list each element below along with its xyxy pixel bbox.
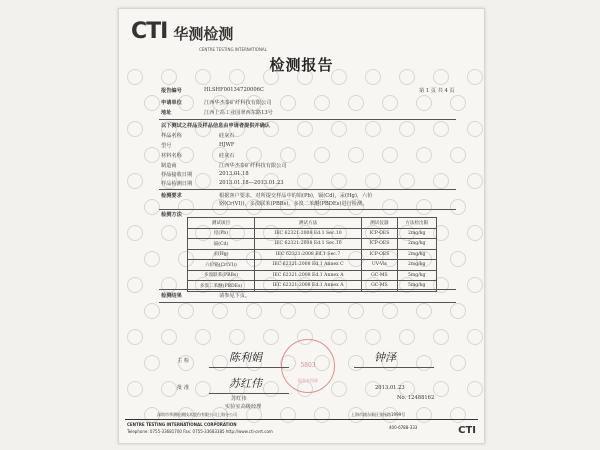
watermark-seal-icon bbox=[212, 303, 228, 319]
table-cell: 5mg/kg bbox=[397, 270, 437, 281]
watermark-seal-icon bbox=[263, 381, 279, 397]
watermark-seal-icon bbox=[127, 381, 143, 397]
signature-line bbox=[209, 367, 289, 368]
watermark-seal-icon bbox=[331, 329, 347, 345]
watermark-seal-icon bbox=[263, 329, 279, 345]
watermark-seal-icon bbox=[484, 199, 485, 215]
table-row bbox=[188, 249, 437, 260]
table-header-row bbox=[188, 218, 437, 229]
watermark-seal-icon bbox=[195, 173, 211, 189]
watermark-seal-icon bbox=[450, 199, 466, 215]
watermark-seal-icon bbox=[484, 303, 485, 319]
watermark-seal-icon bbox=[280, 407, 296, 423]
watermark-seal-icon bbox=[416, 95, 432, 111]
watermark-seal-icon bbox=[416, 355, 432, 371]
watermark-seal-icon bbox=[297, 173, 313, 189]
method-label: 检测方法 bbox=[161, 212, 182, 218]
watermark-seal-icon bbox=[127, 225, 143, 241]
requirement-label: 检测要求 bbox=[161, 193, 182, 199]
test-date-value: 2013.01.18—2013.01.23 bbox=[219, 180, 284, 186]
table-cell: ICP-OES bbox=[362, 228, 397, 239]
watermark-seal-icon bbox=[229, 329, 245, 345]
material-label: 材料名称 bbox=[161, 153, 182, 159]
watermark-seal-icon bbox=[382, 303, 398, 319]
watermark-seal-icon bbox=[348, 147, 364, 163]
table-cell: 2mg/kg bbox=[397, 228, 437, 239]
address-label: 地址 bbox=[161, 110, 172, 116]
approver-label: 批 准 bbox=[177, 385, 190, 391]
reviewer-signature: 钟泽 bbox=[374, 351, 396, 364]
watermark-seal-icon bbox=[416, 407, 432, 423]
watermark-seal-icon bbox=[280, 147, 296, 163]
sample-name-value: 硅灰石 bbox=[219, 133, 235, 139]
signature-line bbox=[209, 393, 289, 394]
watermark-seal-icon bbox=[314, 95, 330, 111]
table-cell: IEC 62321:2008 Ed.1 Annex A bbox=[254, 270, 361, 281]
watermark-seal-icon bbox=[212, 355, 228, 371]
header-cell: 测试项目 bbox=[188, 218, 255, 229]
table-cell: 汞(Hg) bbox=[188, 249, 255, 260]
watermark-seal-icon bbox=[280, 303, 296, 319]
table-row bbox=[188, 228, 437, 239]
page-indicator: 第 1 页 共 4 页 bbox=[419, 88, 455, 94]
watermark-seal-icon bbox=[161, 329, 177, 345]
footer-contact: Telephone: 0755-33681700 Fax: 0755-33683385 http://www.cti-cert.com bbox=[127, 429, 273, 434]
method-table bbox=[187, 217, 437, 292]
approver-name: 苏红伟 bbox=[231, 396, 247, 402]
watermark-seal-icon bbox=[484, 355, 485, 371]
logo-english-name: CENTRE TESTING INTERNATIONAL bbox=[199, 47, 267, 52]
watermark-seal-icon bbox=[382, 199, 398, 215]
report-sequence-no: No. 12488162 bbox=[397, 395, 435, 401]
watermark-seal-icon bbox=[484, 251, 485, 267]
watermark-seal-icon bbox=[127, 121, 143, 137]
footer-bar-title: CENTRE TESTING INTERNATIONAL CORPORATION bbox=[127, 422, 237, 427]
table-cell: 铅(Pb) bbox=[188, 228, 255, 239]
watermark-seal-icon bbox=[484, 95, 485, 111]
watermark-seal-icon bbox=[365, 329, 381, 345]
watermark-seal-icon bbox=[178, 303, 194, 319]
watermark-seal-icon bbox=[382, 95, 398, 111]
watermark-seal-icon bbox=[382, 147, 398, 163]
watermark-seal-icon bbox=[331, 173, 347, 189]
watermark-seal-icon bbox=[450, 147, 466, 163]
watermark-seal-icon bbox=[433, 173, 449, 189]
footer-logo: CTI bbox=[458, 425, 476, 436]
watermark-seal-icon bbox=[127, 277, 143, 293]
watermark-seal-icon bbox=[433, 381, 449, 397]
receive-date-value: 2013.01.18 bbox=[219, 171, 249, 177]
table-cell: IEC 62321:2008 Ed.1 Sec.7 bbox=[254, 249, 361, 260]
watermark-seal-icon bbox=[416, 199, 432, 215]
checker-label: 主 检 bbox=[177, 358, 190, 364]
model-label: 型号 bbox=[161, 143, 172, 149]
table-cell: 5mg/kg bbox=[397, 281, 437, 292]
signature-line bbox=[354, 367, 434, 368]
divider bbox=[159, 209, 456, 210]
watermark-seal-icon bbox=[144, 147, 160, 163]
watermark-seal-icon bbox=[348, 355, 364, 371]
table-cell: 镉(Cd) bbox=[188, 239, 255, 250]
watermark-seal-icon bbox=[144, 199, 160, 215]
watermark-seal-icon bbox=[365, 121, 381, 137]
watermark-seal-icon bbox=[467, 277, 483, 293]
watermark-seal-icon bbox=[195, 329, 211, 345]
logo-chinese-name: 华测检测 bbox=[173, 25, 234, 43]
stamp-code: 5803 bbox=[300, 362, 316, 369]
requirement-line-2: 铬(Cr(VI))，多溴联苯(PBBs)，多溴二苯醚(PBDEs)进行检测。 bbox=[219, 201, 368, 207]
report-no-value: HLSHF00134720006C bbox=[204, 87, 264, 93]
table-row bbox=[188, 260, 437, 271]
applicant-value: 江西华杰泰矿纤科技有限公司 bbox=[204, 100, 272, 106]
table-cell: 2mg/kg bbox=[397, 239, 437, 250]
model-value: HJWF bbox=[219, 142, 235, 148]
table-cell: ICP-OES bbox=[362, 249, 397, 260]
header-cell: 方法检出限 bbox=[397, 218, 437, 229]
watermark-seal-icon bbox=[416, 147, 432, 163]
official-seal-stamp bbox=[281, 339, 335, 393]
logo-mark: CTI bbox=[131, 19, 168, 44]
watermark-seal-icon bbox=[246, 303, 262, 319]
watermark-seal-icon bbox=[416, 303, 432, 319]
watermark-seal-icon bbox=[348, 95, 364, 111]
table-cell: GC-MS bbox=[362, 270, 397, 281]
watermark-seal-icon bbox=[433, 121, 449, 137]
watermark-seal-icon bbox=[484, 147, 485, 163]
watermark-seal-icon bbox=[450, 251, 466, 267]
watermark-seal-icon bbox=[467, 173, 483, 189]
report-no-label: 报告编号 bbox=[161, 88, 182, 94]
watermark-seal-icon bbox=[297, 121, 313, 137]
watermark-seal-icon bbox=[314, 303, 330, 319]
watermark-seal-icon bbox=[450, 95, 466, 111]
table-cell: IEC 62321:2008 Ed.1 Sec.10 bbox=[254, 239, 361, 250]
watermark-seal-icon bbox=[127, 173, 143, 189]
table-cell: 多溴二苯醚(PBDEs) bbox=[188, 281, 255, 292]
applicant-label: 申请单位 bbox=[161, 100, 182, 106]
result-label: 检测结果 bbox=[161, 293, 182, 299]
footer-right-company: 上海市浦东新区张杨路1999号 bbox=[351, 412, 406, 417]
footer-rule bbox=[125, 419, 478, 420]
result-text: 请参见下页。 bbox=[219, 293, 251, 299]
table-cell: UV-Vis bbox=[362, 260, 397, 271]
table-cell: 多溴联苯(PBBs) bbox=[188, 270, 255, 281]
report-title: 检测报告 bbox=[269, 56, 334, 74]
watermark-seal-icon bbox=[467, 225, 483, 241]
watermark-seal-icon bbox=[161, 277, 177, 293]
footer-left-company: 深圳市华测检测技术股份有限公司上海分公司 bbox=[157, 412, 237, 417]
watermark-seal-icon bbox=[314, 407, 330, 423]
table-cell: GC-MS bbox=[362, 281, 397, 292]
watermark-seal-icon bbox=[467, 381, 483, 397]
table-cell: 六价铬(Cr(VI)) bbox=[188, 260, 255, 271]
watermark-seal-icon bbox=[144, 251, 160, 267]
table-cell: IEC 62321:2008 Ed.1 Annex A bbox=[254, 281, 361, 292]
requirement-line-1: 根据客户要求，对所提交样品中的铅(Pb)，镉(Cd)，汞(Hg)，六价 bbox=[219, 193, 373, 199]
watermark-seal-icon bbox=[331, 121, 347, 137]
footer-hotline: 400-6788-333 bbox=[389, 425, 418, 430]
watermark-seal-icon bbox=[144, 95, 160, 111]
table-cell: 2mg/kg bbox=[397, 260, 437, 271]
watermark-seal-icon bbox=[365, 173, 381, 189]
table-cell: IEC 62321:2008 Ed.1 Sec.10 bbox=[254, 228, 361, 239]
watermark-seal-icon bbox=[144, 355, 160, 371]
divider bbox=[159, 302, 456, 303]
approver-signature: 苏红伟 bbox=[229, 377, 262, 390]
watermark-seal-icon bbox=[433, 329, 449, 345]
divider bbox=[159, 289, 456, 290]
watermark-seal-icon bbox=[399, 173, 415, 189]
watermark-seal-icon bbox=[161, 225, 177, 241]
sample-name-label: 样品名称 bbox=[161, 133, 182, 139]
header-cell: 测试仪器 bbox=[362, 218, 397, 229]
table-row bbox=[188, 239, 437, 250]
watermark-seal-icon bbox=[450, 407, 466, 423]
table-row bbox=[188, 270, 437, 281]
watermark-seal-icon bbox=[450, 303, 466, 319]
stamp-subtitle: 报告专用章 bbox=[298, 378, 318, 383]
watermark-seal-icon bbox=[399, 329, 415, 345]
watermark-seal-icon bbox=[314, 147, 330, 163]
test-date-label: 样品检测日期 bbox=[161, 181, 193, 187]
watermark-seal-icon bbox=[280, 95, 296, 111]
divider bbox=[159, 189, 456, 190]
watermark-seal-icon bbox=[467, 121, 483, 137]
approver-title: 实验室高级经理 bbox=[225, 404, 262, 410]
receive-date-label: 样品接收日期 bbox=[161, 172, 193, 178]
watermark-seal-icon bbox=[195, 381, 211, 397]
watermark-seal-icon bbox=[144, 303, 160, 319]
table-cell: IEC 62321:2008 Ed.1 Annex C bbox=[254, 260, 361, 271]
table-cell: 2mg/kg bbox=[397, 249, 437, 260]
watermark-seal-icon bbox=[484, 407, 485, 423]
sample-section-title: 以下测试之样品及样品信息由申请者提供并确认 bbox=[161, 123, 270, 129]
cti-logo bbox=[131, 19, 233, 44]
address-value: 江西上高工业园翠西东路13号 bbox=[204, 110, 273, 116]
watermark-seal-icon bbox=[399, 121, 415, 137]
material-value: 硅灰石 bbox=[219, 153, 235, 159]
watermark-seal-icon bbox=[246, 147, 262, 163]
watermark-seal-icon bbox=[127, 329, 143, 345]
manufacturer-value: 江西华杰泰矿纤科技有限公司 bbox=[219, 163, 287, 169]
divider bbox=[159, 119, 456, 120]
checker-signature: 陈利娟 bbox=[229, 351, 262, 364]
manufacturer-label: 制造商 bbox=[161, 163, 177, 169]
header-cell: 测试方法 bbox=[254, 218, 361, 229]
table-cell: ICP-OES bbox=[362, 239, 397, 250]
watermark-seal-icon bbox=[467, 329, 483, 345]
watermark-seal-icon bbox=[450, 355, 466, 371]
watermark-seal-icon bbox=[348, 303, 364, 319]
report-page bbox=[118, 8, 485, 444]
watermark-seal-icon bbox=[161, 381, 177, 397]
signoff-date: 2013.01.23 bbox=[375, 385, 405, 391]
